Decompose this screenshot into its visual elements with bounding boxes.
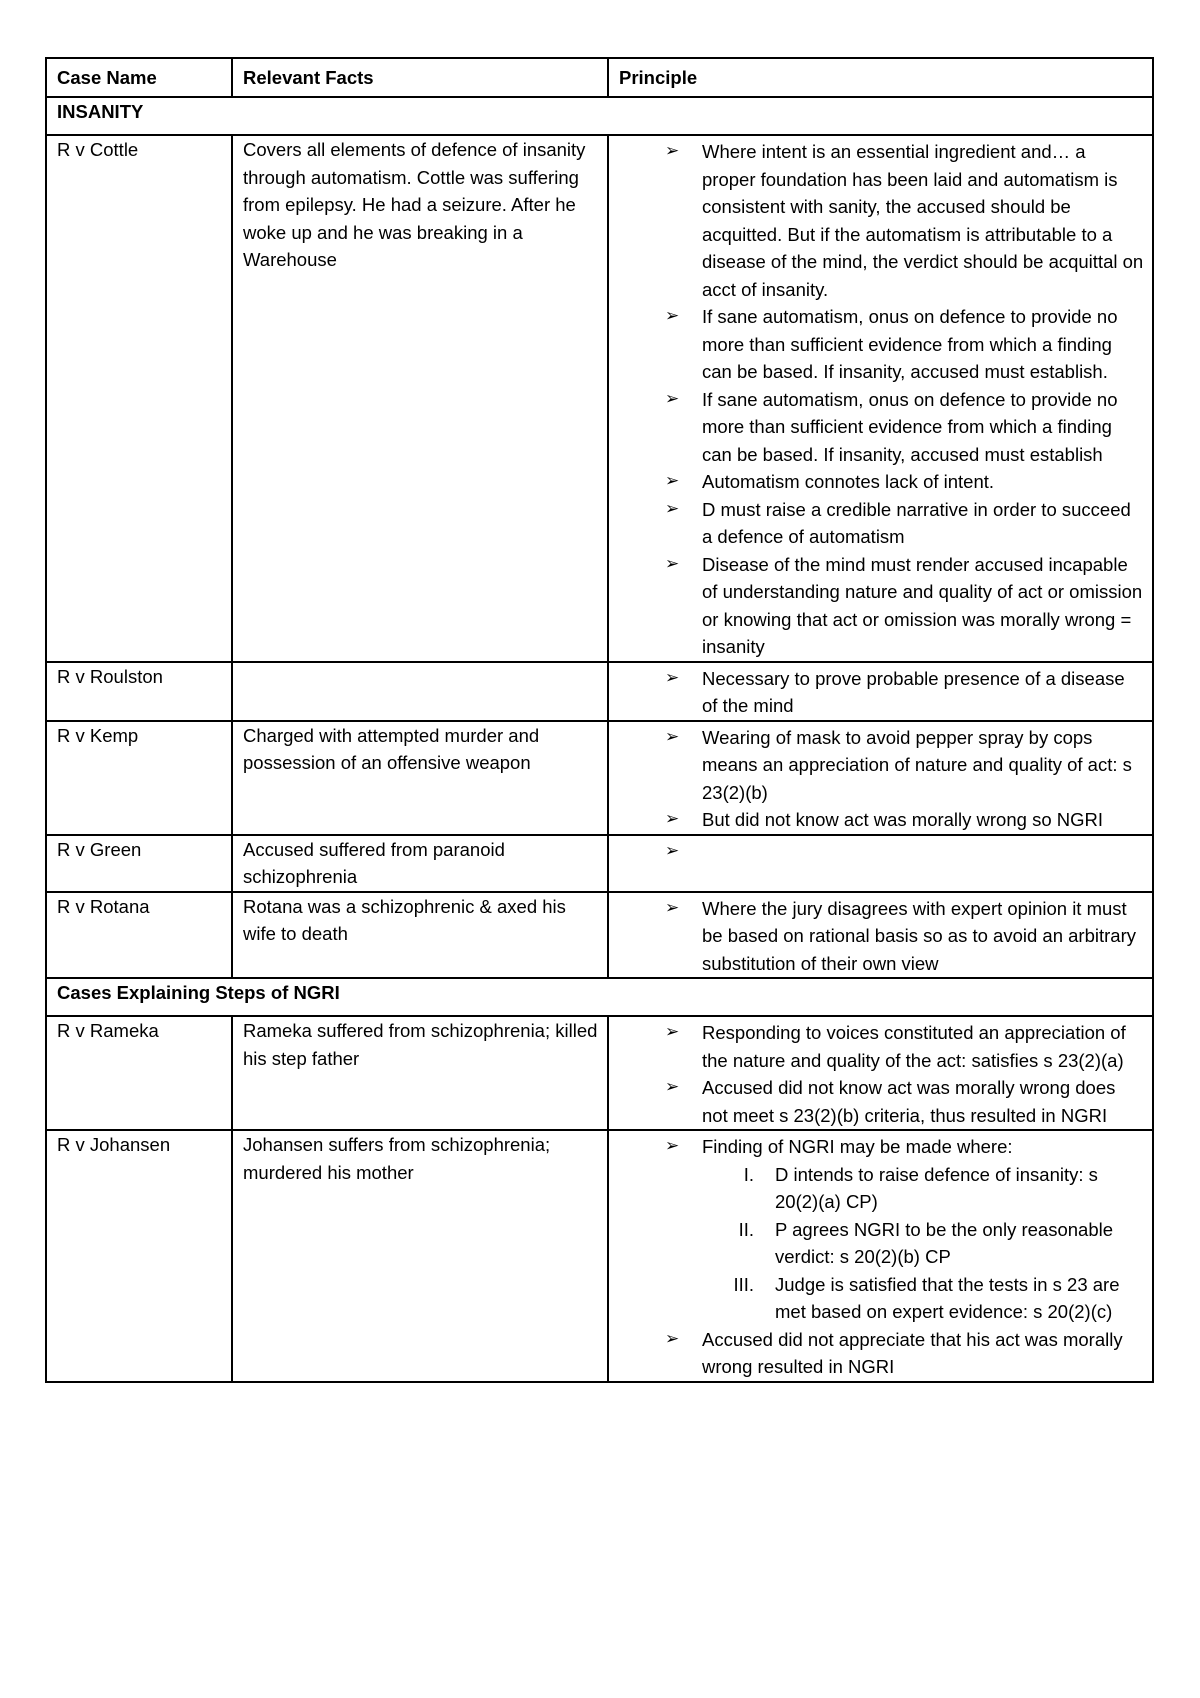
principle-item xyxy=(619,838,1144,866)
arrowhead-bullet-icon: ➢ xyxy=(665,471,680,491)
principle-item: ➢ Automatism connotes lack of intent. xyxy=(619,468,1144,496)
case-law-table xyxy=(45,57,1154,1383)
table-row xyxy=(46,662,1153,721)
arrowhead-bullet-icon: ➢ xyxy=(665,306,680,326)
case-name: R v Rameka xyxy=(46,1016,232,1130)
section-title-insanity: INSANITY xyxy=(46,97,1153,135)
arrowhead-bullet-icon: ➢ xyxy=(665,1328,680,1349)
case-facts: Accused suffered from paranoid schizophrenia xyxy=(232,835,608,892)
principle-item: ➢ Where intent is an essential ingredient and… a proper foundation has been laid and automatism is consistent with sanity, the accused should be acquitted. But if the automatism is attributable to a disease of the mind, the verdict should be acquittal on acct of insanity. xyxy=(619,138,1144,303)
table-row xyxy=(46,892,1153,979)
arrowhead-bullet-icon: ➢ xyxy=(665,498,680,519)
case-facts: Rotana was a schizophrenic & axed his wife to death xyxy=(232,892,608,979)
table-row xyxy=(46,1130,1153,1382)
case-name: R v Kemp xyxy=(46,721,232,835)
case-principles xyxy=(608,135,1153,662)
principle-item: ➢ Disease of the mind must render accused incapable of understanding nature and quality of act or omission or knowing that act or omission was morally wrong = insanity xyxy=(619,551,1144,661)
arrowhead-bullet-icon: ➢ xyxy=(665,840,680,861)
case-facts: Covers all elements of defence of insanity through automatism. Cottle was suffering from epilepsy. He had a seizure. After he woke up and he was breaking in a Warehouse xyxy=(232,135,608,662)
principle-item: ➢ Where the jury disagrees with expert opinion it must be based on rational basis so as to avoid an arbitrary substitution of their own view xyxy=(619,895,1144,978)
header-row xyxy=(46,58,1153,97)
arrowhead-bullet-icon: ➢ xyxy=(665,1136,680,1156)
sublist-item: II. P agrees NGRI to be the only reasonable verdict: s 20(2)(b) CP xyxy=(738,1218,1114,1267)
case-name: R v Johansen xyxy=(46,1130,232,1382)
arrowhead-bullet-icon: ➢ xyxy=(665,1077,680,1097)
principle-item: ➢ Necessary to prove probable presence of a disease of the mind xyxy=(619,665,1144,720)
arrowhead-bullet-icon: ➢ xyxy=(665,726,680,747)
case-facts: Rameka suffered from schizophrenia; killed his step father xyxy=(232,1016,608,1130)
table-row xyxy=(46,721,1153,835)
header-case-name: Case Name xyxy=(46,58,232,97)
case-principles xyxy=(608,662,1153,721)
case-facts: Johansen suffers from schizophrenia; murdered his mother xyxy=(232,1130,608,1382)
arrowhead-bullet-icon: ➢ xyxy=(665,553,680,574)
section-title-steps: Cases Explaining Steps of NGRI xyxy=(46,978,1153,1016)
case-principles xyxy=(608,892,1153,979)
table-row xyxy=(46,1016,1153,1130)
case-principles xyxy=(608,1016,1153,1130)
case-facts xyxy=(232,662,608,721)
case-name: R v Roulston xyxy=(46,662,232,721)
sublist-item: I. D intends to raise defence of insanity: s 20(2)(a) CP) xyxy=(743,1163,1098,1212)
arrowhead-bullet-icon: ➢ xyxy=(665,667,680,688)
arrowhead-bullet-icon: ➢ xyxy=(665,809,680,829)
case-principles xyxy=(608,721,1153,835)
sublist-item: III. Judge is satisfied that the tests in s 23 are met based on expert evidence: s 20(2)(c) xyxy=(733,1273,1120,1322)
case-principles xyxy=(608,835,1153,892)
table-row xyxy=(46,835,1153,892)
header-principle: Principle xyxy=(608,58,1153,97)
case-name: R v Green xyxy=(46,835,232,892)
case-name: R v Rotana xyxy=(46,892,232,979)
principle-item: ➢ Finding of NGRI may be made where: I. D intends to raise defence of insanity: s 20(2)(a) CP) II. P agrees NGRI to be the only reasonable verdict: s 20(2)(b) CP III. Judge is satisfied that the tests in s 23 are met based on expert evidence: s 20(2)(c) xyxy=(619,1133,1144,1326)
arrowhead-bullet-icon: ➢ xyxy=(665,897,680,918)
principle-item: ➢ If sane automatism, onus on defence to provide no more than sufficient evidence from which a finding can be based. If insanity, accused must establish xyxy=(619,386,1144,469)
numbered-sublist xyxy=(702,1161,1144,1326)
principle-item: ➢ Responding to voices constituted an appreciation of the nature and quality of the act: satisfies s 23(2)(a) xyxy=(619,1019,1144,1074)
table-row xyxy=(46,135,1153,662)
case-facts: Charged with attempted murder and possession of an offensive weapon xyxy=(232,721,608,835)
principle-item: ➢ If sane automatism, onus on defence to provide no more than sufficient evidence from which a finding can be based. If insanity, accused must establish. xyxy=(619,303,1144,386)
principle-item: ➢ Accused did not appreciate that his act was morally wrong resulted in NGRI xyxy=(619,1326,1144,1381)
principle-item: ➢ D must raise a credible narrative in order to succeed a defence of automatism xyxy=(619,496,1144,551)
arrowhead-bullet-icon: ➢ xyxy=(665,1022,680,1042)
arrowhead-bullet-icon: ➢ xyxy=(665,388,680,409)
section-row-insanity xyxy=(46,97,1153,135)
case-principles xyxy=(608,1130,1153,1382)
section-row-steps xyxy=(46,978,1153,1016)
principle-item: ➢ Wearing of mask to avoid pepper spray by cops means an appreciation of nature and quality of act: s 23(2)(b) xyxy=(619,724,1144,807)
header-relevant-facts: Relevant Facts xyxy=(232,58,608,97)
principle-item: ➢ Accused did not know act was morally wrong does not meet s 23(2)(b) criteria, thus resulted in NGRI xyxy=(619,1074,1144,1129)
principle-item: ➢ But did not know act was morally wrong so NGRI xyxy=(619,806,1144,834)
arrowhead-bullet-icon: ➢ xyxy=(665,141,680,161)
case-name: R v Cottle xyxy=(46,135,232,662)
